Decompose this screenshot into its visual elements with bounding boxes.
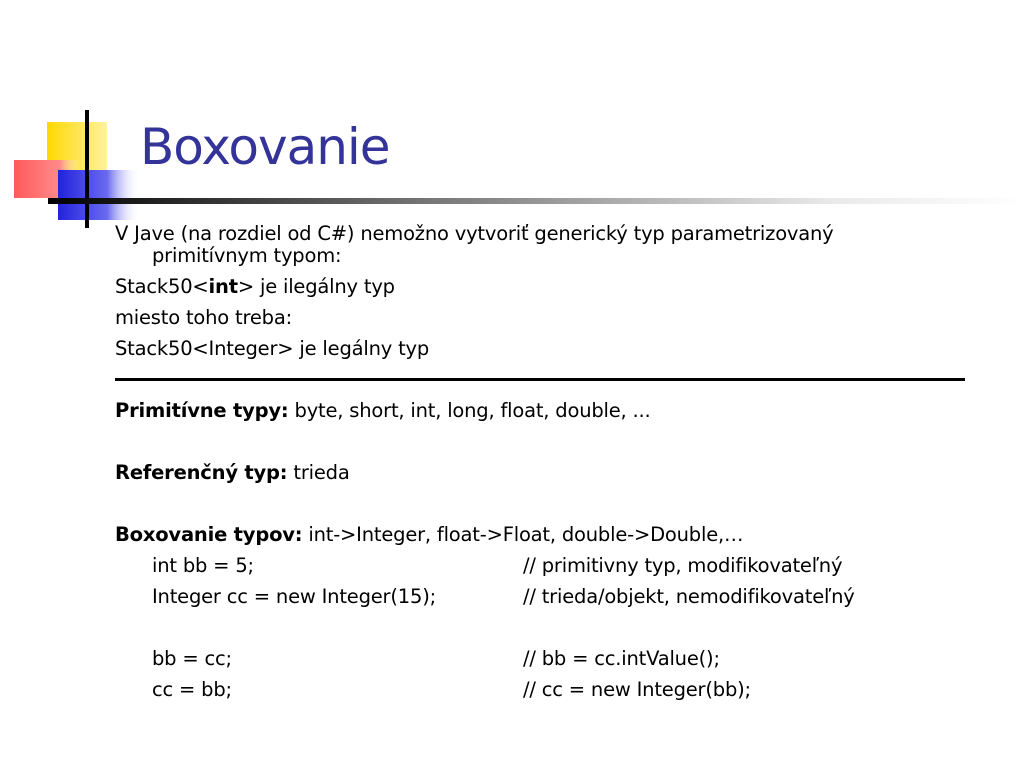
code-comment: // primitivny typ, modifikovateľný	[523, 554, 843, 577]
blank-line	[115, 426, 995, 457]
separator-bar	[115, 378, 965, 381]
boxing-line	[115, 519, 995, 550]
code-line	[115, 674, 995, 705]
slide-title: Boxovanie	[140, 118, 390, 176]
corner-decoration	[0, 0, 140, 230]
vertical-line	[85, 110, 89, 228]
blank-line	[115, 488, 995, 519]
code-statement: cc = bb;	[152, 678, 232, 701]
code-line	[115, 643, 995, 674]
stack-illegal-int: int	[208, 275, 238, 298]
code-statement: Integer cc = new Integer(15);	[152, 585, 436, 608]
intro-continuation: primitívnym typom:	[152, 244, 342, 267]
intro-line: V Jave (na rozdiel od C#) nemožno vytvoriť generický typ parametrizovaný	[115, 222, 834, 245]
reference-type-label: Referenčný typ:	[115, 461, 288, 484]
boxing-label: Boxovanie typov:	[115, 523, 303, 546]
primitive-types-line	[115, 395, 995, 426]
code-comment: // trieda/objekt, nemodifikovateľný	[523, 585, 855, 608]
primitive-types-label: Primitívne typy:	[115, 399, 289, 422]
stack-illegal-prefix: Stack50<	[115, 275, 209, 298]
blank-line	[115, 612, 995, 643]
code-comment: // cc = new Integer(bb);	[523, 678, 751, 701]
code-statement: bb = cc;	[152, 647, 232, 670]
reference-type-value: trieda	[287, 461, 350, 484]
code-line	[115, 581, 995, 612]
primitive-types-value: byte, short, int, long, float, double, ...	[288, 399, 651, 422]
blue-bar	[58, 170, 140, 220]
code-line	[115, 550, 995, 581]
separator	[115, 364, 995, 395]
title-underline	[48, 198, 1024, 204]
slide-content	[115, 218, 995, 705]
reference-type-line	[115, 457, 995, 488]
code-comment: // bb = cc.intValue();	[523, 647, 720, 670]
stack-illegal-suffix: > je ilegálny typ	[237, 275, 395, 298]
code-statement: int bb = 5;	[152, 554, 254, 577]
instead-line: miesto toho treba:	[115, 306, 292, 329]
stack-illegal-line	[115, 271, 995, 302]
stack-legal-line: Stack50<Integer> je legálny typ	[115, 337, 430, 360]
boxing-value: int->Integer, float->Float, double->Double,…	[302, 523, 744, 546]
